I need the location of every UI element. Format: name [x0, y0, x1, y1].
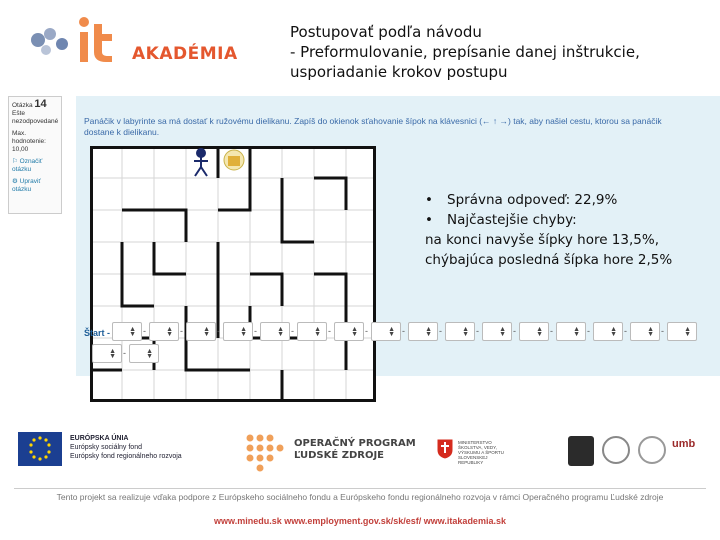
question-info-panel	[8, 96, 62, 214]
step-separator: -	[550, 326, 553, 336]
op-line-2: ĽUDSKÉ ZDROJE	[294, 450, 385, 461]
slide-title	[290, 22, 710, 82]
arrow-select[interactable]	[129, 344, 159, 363]
select-arrows-icon: ▲ ▼	[203, 326, 210, 338]
goal-basket-icon	[224, 150, 244, 170]
select-arrows-icon: ▲ ▼	[499, 326, 506, 338]
step-separator: -	[328, 326, 331, 336]
op-text	[294, 438, 416, 462]
eu-fund-2: Európsky fond regionálneho rozvoja	[70, 453, 182, 460]
step-separator: -	[365, 326, 368, 336]
university-logo-1	[568, 436, 594, 466]
sk-coat-of-arms-icon	[436, 438, 454, 460]
step-separator: -	[143, 326, 146, 336]
question-status: Ešte nezodpovedané	[12, 110, 59, 125]
itakademia-logo	[28, 14, 238, 70]
step-separator: -	[587, 326, 590, 336]
bullet-icon: •	[425, 192, 433, 208]
arrow-select[interactable]	[297, 322, 327, 341]
eu-text	[70, 434, 182, 461]
select-arrows-icon: ▲ ▼	[462, 326, 469, 338]
arrow-select[interactable]	[593, 322, 623, 341]
select-arrows-icon: ▲ ▼	[536, 326, 543, 338]
title-line-1: Postupovať podľa návodu	[290, 23, 482, 41]
select-arrows-icon: ▲ ▼	[610, 326, 617, 338]
step-separator: -	[123, 348, 126, 358]
footer-note: Tento projekt sa realizuje vďaka podpore z Európskeho sociálneho fondu a Európskeho fondu regionálneho rozvoja v rámci Operačného programu Ľudské zdroje	[56, 492, 664, 502]
select-arrows-icon: ▲ ▼	[684, 326, 691, 338]
select-arrows-icon: ▲ ▼	[351, 326, 358, 338]
question-number: 14	[34, 98, 47, 110]
step-separator: -	[476, 326, 479, 336]
logo-wordmark: AKADÉMIA	[132, 44, 238, 64]
maze-image	[90, 146, 376, 402]
arrow-select[interactable]	[519, 322, 549, 341]
bullet-icon: •	[425, 212, 433, 228]
umb-logo: umb	[672, 438, 696, 450]
arrow-select[interactable]	[371, 322, 401, 341]
select-arrows-icon: ▲ ▼	[425, 326, 432, 338]
footer-logos	[18, 432, 708, 472]
select-arrows-icon: ▲ ▼	[109, 348, 116, 360]
eu-title: EURÓPSKA ÚNIA	[70, 435, 129, 442]
arrow-select[interactable]	[556, 322, 586, 341]
title-line-3: usporiadanie krokov postupu	[290, 63, 508, 81]
step-separator: -	[180, 326, 183, 336]
arrow-select[interactable]	[92, 344, 122, 363]
select-arrows-icon: ▲ ▼	[146, 348, 153, 360]
arrow-select[interactable]	[149, 322, 179, 341]
gear-icon: ⚙	[12, 178, 18, 185]
eu-flag-icon	[18, 432, 62, 466]
max-score-value: 10,00	[12, 146, 29, 153]
arrow-select[interactable]	[630, 322, 660, 341]
ministry-text: MINISTERSTVO ŠKOLSTVA, VEDY, VÝSKUMU A ŠPORTU SLOVENSKEJ REPUBLIKY	[458, 440, 504, 465]
error-2: chýbajúca posledná šípka hore 2,5%	[425, 252, 673, 268]
step-separator: -	[661, 326, 664, 336]
footer-divider	[14, 488, 706, 489]
arrow-select[interactable]	[445, 322, 475, 341]
flag-question-label: Označiť otázku	[12, 158, 43, 173]
max-score-label: Max. hodnotenie:	[12, 130, 46, 145]
logo-icon	[28, 14, 128, 70]
arrow-select[interactable]	[260, 322, 290, 341]
university-seal-2	[638, 436, 666, 464]
select-arrows-icon: ▲ ▼	[314, 326, 321, 338]
start-label: Štart -	[84, 328, 111, 338]
arrow-select[interactable]	[112, 322, 142, 341]
title-line-2: - Preformulovanie, prepísanie danej inštrukcie,	[290, 43, 640, 61]
arrow-select[interactable]	[223, 322, 253, 341]
op-dots-icon	[244, 432, 288, 472]
edit-question-label: Upraviť otázku	[12, 178, 41, 193]
step-separator: -	[624, 326, 627, 336]
step-separator: -	[513, 326, 516, 336]
select-arrows-icon: ▲ ▼	[240, 326, 247, 338]
flag-question-link[interactable]	[12, 158, 58, 174]
flag-icon: ⚐	[12, 158, 18, 165]
select-arrows-icon: ▲ ▼	[647, 326, 654, 338]
select-arrows-icon: ▲ ▼	[277, 326, 284, 338]
select-arrows-icon: ▲ ▼	[573, 326, 580, 338]
arrow-select[interactable]	[482, 322, 512, 341]
error-1: na konci navyše šípky hore 13,5%,	[425, 232, 659, 248]
op-line-1: OPERAČNÝ PROGRAM	[294, 438, 416, 449]
step-separator: -	[402, 326, 405, 336]
arrow-select[interactable]	[408, 322, 438, 341]
common-errors-heading: Najčastejšie chyby:	[447, 212, 577, 228]
select-arrows-icon: ▲ ▼	[388, 326, 395, 338]
answer-statistics	[425, 190, 715, 270]
step-separator: -	[439, 326, 442, 336]
question-label: Otázka	[12, 102, 33, 109]
edit-question-link[interactable]	[12, 178, 58, 194]
step-separator: -	[254, 326, 257, 336]
eu-fund-1: Európsky sociálny fond	[70, 444, 142, 451]
university-seal-1	[602, 436, 630, 464]
footer-links[interactable]: www.minedu.sk www.employment.gov.sk/sk/esf/ www.itakademia.sk	[214, 516, 506, 526]
select-arrows-icon: ▲ ▼	[129, 326, 136, 338]
arrow-select[interactable]	[186, 322, 216, 341]
correct-rate: Správna odpoveď: 22,9%	[447, 192, 618, 208]
step-separator: -	[291, 326, 294, 336]
arrow-select[interactable]	[334, 322, 364, 341]
question-text: Panáčik v labyrinte sa má dostať k ružovému dielikanu. Zapíš do okienok sťahovanie šípok na klávesnici (← ↑ →) tak, aby našiel cestu, ktorou sa panáčik dostane k dielikanu.	[84, 116, 662, 137]
select-arrows-icon: ▲ ▼	[166, 326, 173, 338]
arrow-select[interactable]	[667, 322, 697, 341]
step-separator: -	[217, 326, 220, 336]
